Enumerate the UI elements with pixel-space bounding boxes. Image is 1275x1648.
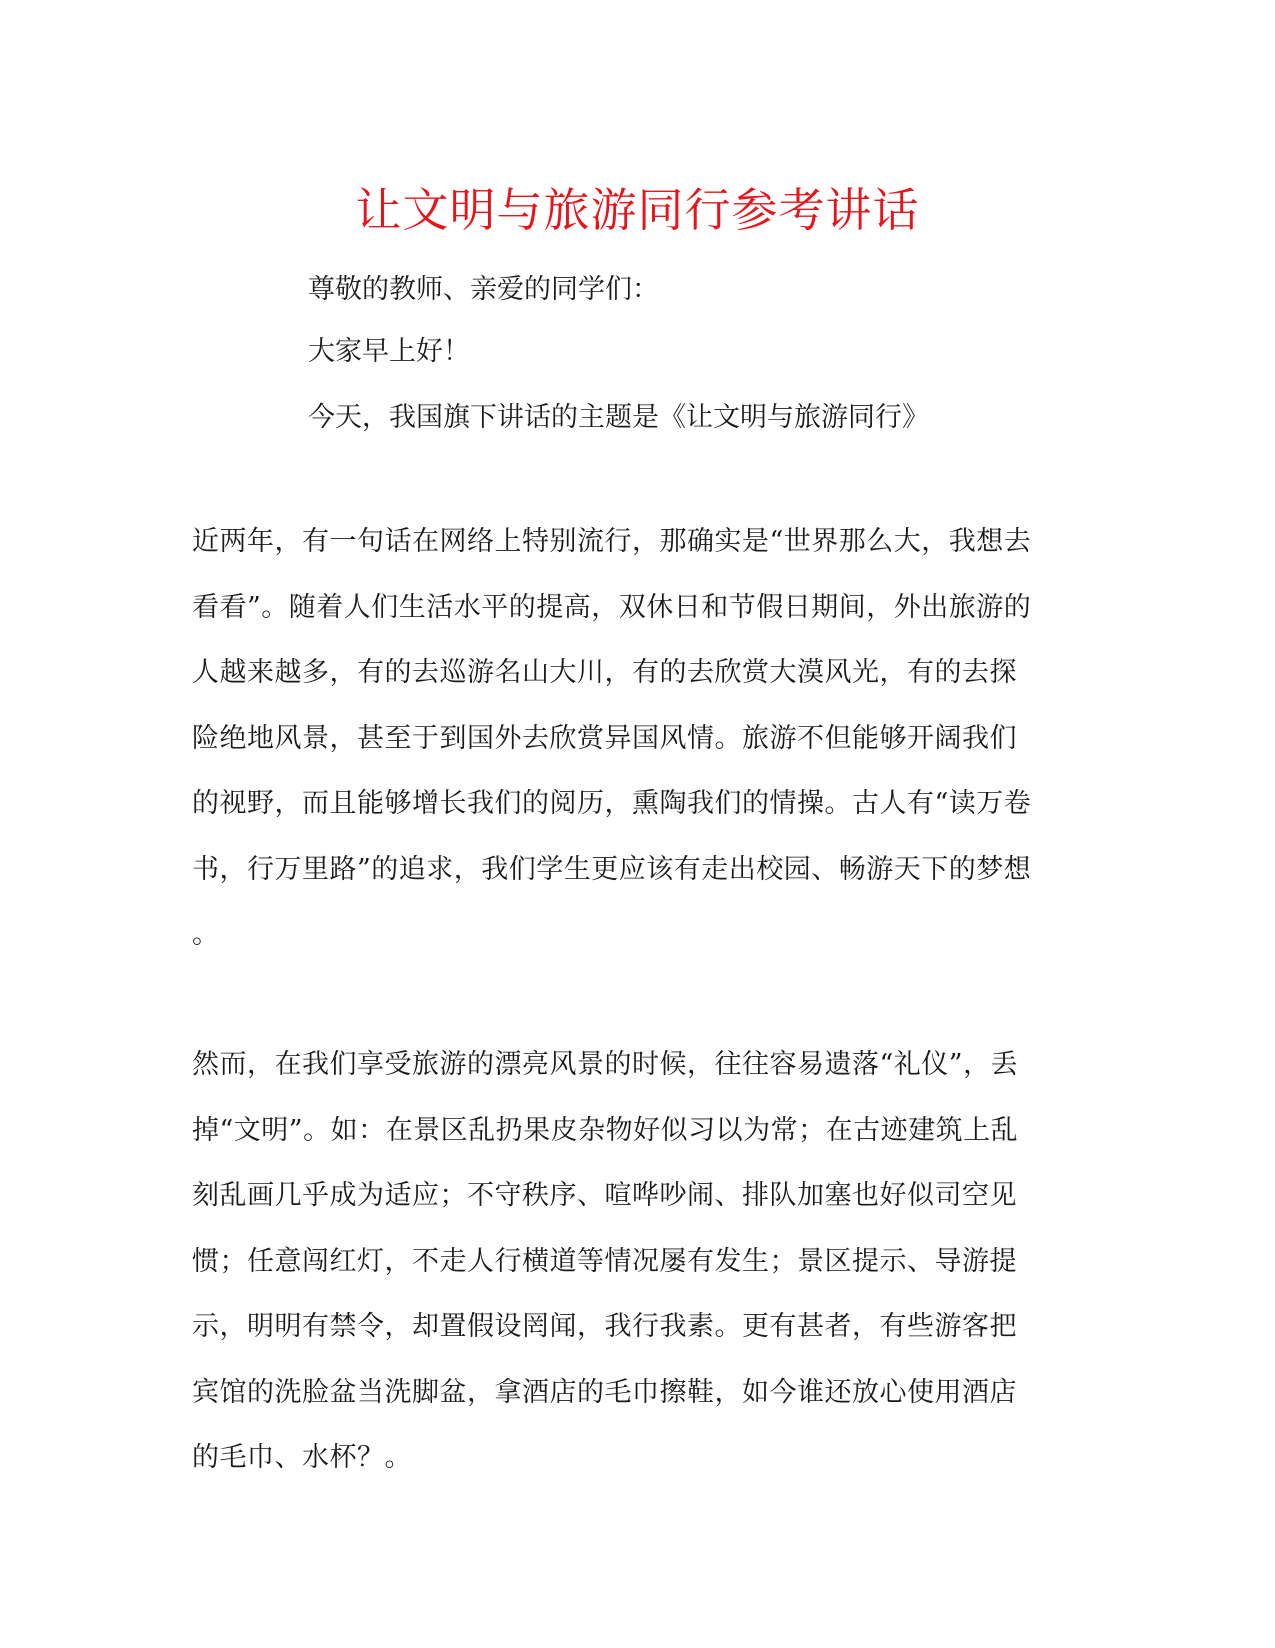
text-line: 然而，在我们享受旅游的漂亮风景的时候，往往容易遗落“礼仪”，丢	[192, 1049, 1019, 1080]
text-line: 看看”。随着人们生活水平的提高，双休日和节假日期间，外出旅游的	[192, 591, 1032, 623]
text-line: 。	[192, 919, 220, 950]
speech-topic: 今天，我国旗下讲话的主题是《让文明与旅游同行》	[308, 402, 929, 433]
morning-greeting: 大家早上好！	[308, 336, 470, 367]
text-line: 示，明明有禁令，却置假设罔闻，我行我素。更有甚者，有些游客把	[192, 1311, 1017, 1342]
text-line: 的视野，而且能够增长我们的阅历，熏陶我们的情操。古人有“读万卷	[192, 788, 1032, 819]
document-title: 让文明与旅游同行参考讲话	[355, 183, 920, 237]
text-line: 掉“文明”。如：在景区乱扔果皮杂物好似习以为常；在古迹建筑上乱	[192, 1114, 1019, 1146]
paragraph-uncivil-behavior	[192, 1045, 1092, 1504]
text-line: 刻乱画几乎成为适应；不守秩序、喧哗吵闹、排队加塞也好似司空见	[192, 1180, 1017, 1211]
text-line: 的毛巾、水杯？。	[192, 1442, 412, 1473]
text-line: 险绝地风景，甚至于到国外去欣赏异国风情。旅游不但能够开阔我们	[192, 722, 1017, 754]
paragraph-travel-popularity	[192, 522, 1092, 981]
text-line: 宾馆的洗脸盆当洗脚盆，拿酒店的毛巾擦鞋，如今谁还放心使用酒店	[192, 1376, 1017, 1408]
salutation: 尊敬的教师、亲爱的同学们：	[308, 274, 659, 305]
text-line: 惯；任意闯红灯，不走人行横道等情况屡有发生；景区提示、导游提	[192, 1245, 1017, 1277]
text-line: 书，行万里路”的追求，我们学生更应该有走出校园、畅游天下的梦想	[192, 853, 1032, 885]
text-line: 人越来越多，有的去巡游名山大川，有的去欣赏大漠风光，有的去探	[192, 657, 1017, 688]
text-line: 近两年，有一句话在网络上特别流行，那确实是“世界那么大，我想去	[192, 526, 1032, 557]
